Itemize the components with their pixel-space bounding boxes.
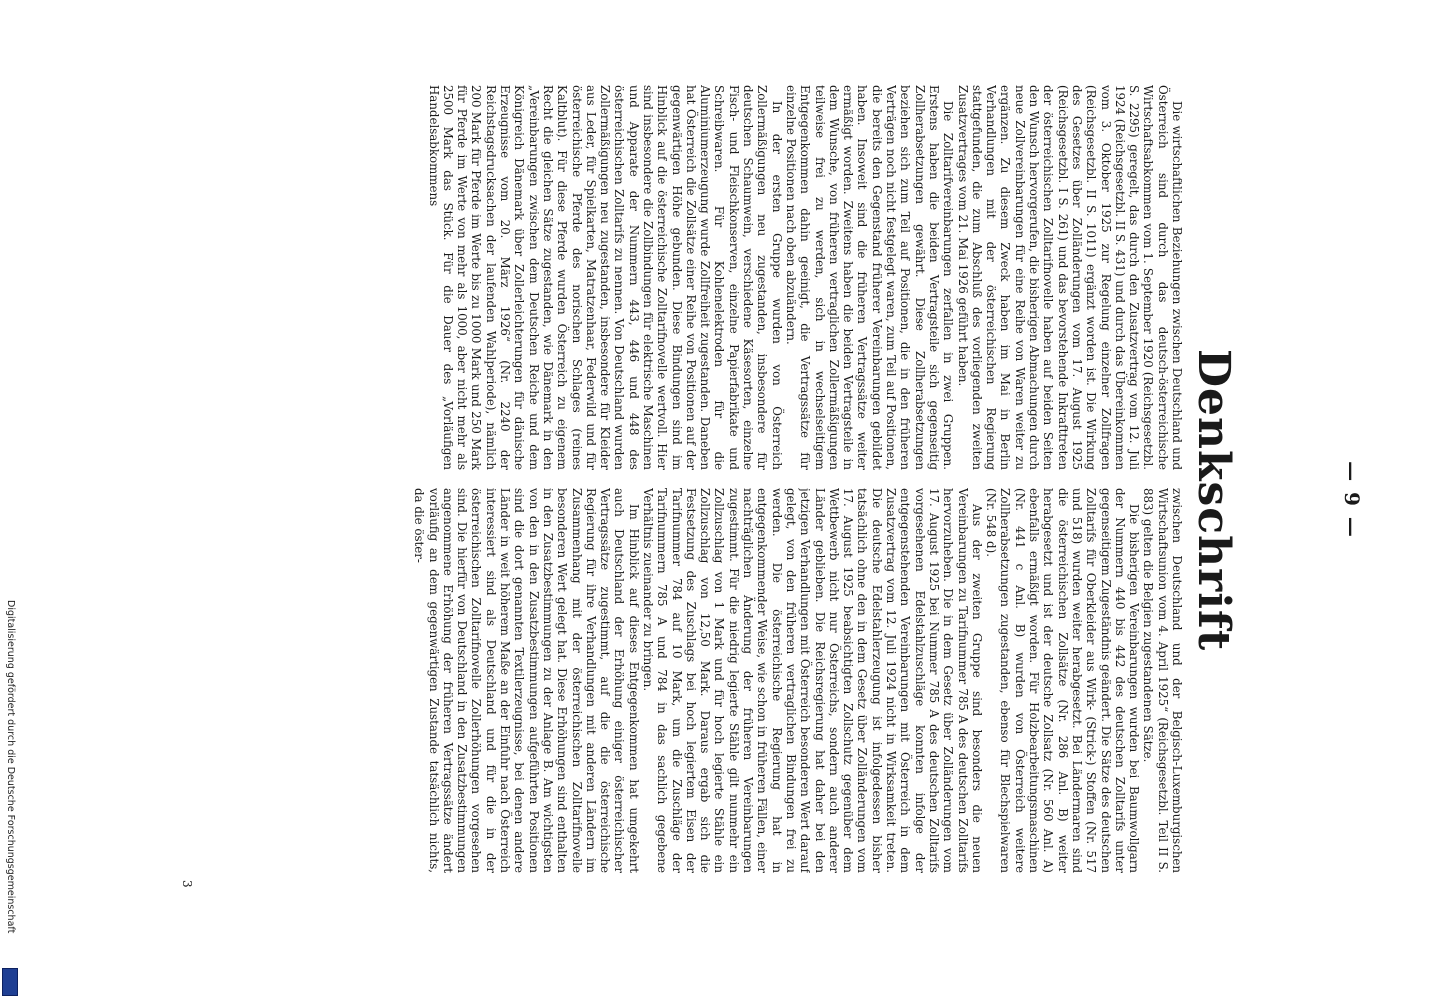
paragraph: Die Zolltarifvereinbarungen zerfallen in zwei Gruppen. Erstens haben die beiden Vertragsteile sich gegenseitig Zollherabsetzungen gewährt. Diese Zollherabsetzungen beziehen sich zum Teil auf Positionen, die in den früheren Verträgen noch nicht festgelegt waren, zum Teil auf Positionen, die bereits den Gegenstand früherer Vereinbarungen gebildet haben. Insoweit sind die früheren Vertragssätze weiter ermäßigt worden. Zweitens haben die beiden Vertragsteile in dem Wunsche, von früheren vertraglichen Zollermäßigungen teilweise frei zu werden, sich in wechselseitigem Entgegenkommen dahin geeinigt, die Vertragssätze für einzelne Positionen nach oben abzuändern.: [783, 85, 956, 470]
text-column-left: [184, 85, 1184, 470]
paragraph: Die bisherigen Vereinbarungen wurden bei Baumwollgarn der Nummern 440 bis 442 des deutschen Zolltarifs unter gegenseitigem Zugeständnis geändert. Die Sätze des deutschen Zolltarifs für Oberkleider aus Wirk- (Strick-) Stoffen (Nr. 517 und 518) wurden weiter herabgesetzt. Bei Ländermaren sind die österreichischen Zollsätze (Nr. 286 Anl. B) weiter herabgesetzt und ist der deutsche Zollsatz (Nr. 560 Anl. A) ebenfalls ermäßigt worden. Für Holzbearbeitungsmaschinen (Nr. 441 c Anl. B) wurden von Österreich weitere Zollherabsetzungen zugestanden, ebenso für Blechspielwaren (Nr. 548 d).: [984, 488, 1142, 873]
paragraph: zwischen Deutschland und der Belgisch-Luxemburgischen Wirtschaftsunion vom 4. April 1925“ (Reichsgesetzbl. Teil II S. 883) gelten die Belgien zugestandenen Sätze.: [1141, 488, 1184, 873]
paragraph: Die wirtschaftlichen Beziehungen zwischen Deutschland und Österreich sind durch das deutsch-österreichische Wirtschaftsabkommen vom 1. September 1920 (Reichsgesetzbl. S. 2295) geregelt, das durch den Zusatzvertrag vom 12. Juli 1924 (Reichsgesetzbl. II S. 431) und durch das Übereinkommen vom 3. Oktober 1925 zur Regelung einzelner Zollfragen (Reichsgesetzbl. II S. 1011) ergänzt worden ist. Die Wirkung des Gesetzes über Zolländerungen vom 17. August 1925 (Reichsgesetzbl. I S. 261) und das bevorstehende Inkrafttreten der österreichischen Zolltarifnovelle haben auf beiden Seiten den Wunsch hervorgerufen, die bisherigen Abmachungen durch neue Zollvereinbarungen für eine Reihe von Waren weiter zu ergänzen. Zu diesem Zweck haben im Mai in Berlin Verhandlungen mit der österreichischen Regierung stattgefunden, die zum Abschluß des vorliegenden zweiten Zusatzvertrages vom 21. Mai 1926 geführt haben.: [955, 85, 1184, 470]
paragraph: Aus der zweiten Gruppe sind besonders die neuen Vereinbarungen zu Tarifnummer 785 A des deutschen Zolltarifs hervorzuheben. Die in dem Gesetz über Zolländerungen vom 17. August 1925 bei Nummer 785 A des deutschen Zolltarifs vorgesehenen Edelstahlzuschläge konnten infolge der entgegenstehenden Vereinbarungen mit Österreich in dem Zusatzvertrag vom 12. Juli 1924 nicht in Wirksamkeit treten. Die deutsche Edelstahlerzeugung ist infolgedessen bisher tatsächlich ohne den in dem Gesetz über Zolländerungen vom 17. August 1925 beabsichtigten Zollschutz gegenüber dem Wettbewerb nicht nur Österreichs, sondern auch anderer Länder geblieben. Die Reichsregierung hat daher bei den jetzigen Verhandlungen mit Österreich besonderen Wert darauf gelegt, von den früheren vertraglichen Bindungen frei zu werden. Die österreichische Regierung hat in entgegenkommender Weise, wie schon in früheren Fällen, einer nachträglichen Änderung der früheren Vereinbarungen zugestimmt. Für die niedrig legierte Stähle gilt nunmehr ein Zollzuschlag von 1 Mark und für hoch legierte Stähle ein Zollzuschlag von 12,50 Mark. Daraus ergab sich die Festsetzung des Zuschlags bei hoch legiertem Eisen der Tarifnummer 784 auf 10 Mark, um die Zuschläge der Tarifnummern 785 A und 784 in das sachlich gegebene Verhältnis zueinander zu bringen.: [641, 488, 984, 873]
page-number: — 9 —: [1340, 461, 1364, 539]
paragraph: In der ersten Gruppe wurden von Österreich Zollermäßigungen neu zugestanden, insbesondere für deutschen Schaumwein, verschiedene Käsesorten, einzelne Fisch- und Fleischkonserven, einzelne Papierfabrikate und Schreibwaren. Für Kohlenelektroden für die Aluminiumerzeugung wurde Zollfreiheit zugestanden. Daneben hat Österreich die Zollsätze einer Reihe von Positionen auf der gegenwärtigen Höhe gebunden. Diese Bindungen sind im Hinblick auf die österreichische Zolltarifnovelle wertvoll. Hier sind insbesondere die Zollbindungen für elektrische Maschinen und Apparate der Nummern 443, 446 und 448 des österreichischen Zolltarifs zu nennen. Von Deutschland wurden Zollermäßigungen neu zugestanden, insbesondere für Kleider aus Leder, für Spielkarten, Matratzenhaar, Federwild und für österreichische Pferde des norischen Schlages (reines Kaltblut). Für diese Pferde wurden Österreich zu eigenem Recht die gleichen Sätze zugestanden, wie Dänemark in den „Vereinbarungen zwischen dem Deutschen Reiche und dem Königreich Dänemark über Zollerleichterungen für dänische Erzeugnisse vom 20. März 1926“ (Nr. 2240 der Reichstagsdrucksachen der laufenden Wahlperiode), nämlich 200 Mark für Pferde im Werte bis zu 1000 Mark und 250 Mark für Pferde im Werte von mehr als 1000, aber nicht mehr als 2500 Mark das Stück. Für die Dauer des „Vorläufigen Handelsabkommens: [426, 85, 784, 470]
text-column-right: [184, 488, 1184, 873]
digitization-note: [2, 600, 18, 998]
paragraph: Im Hinblick auf dieses Entgegenkommen hat umgekehrt auch Deutschland der Erhöhung einiger österreichischer Vertragssätze zugestimmt, auf die die österreichische Regierung für ihre Verhandlungen mit anderen Ländern im Zusammenhang mit der österreichischen Zolltarifnovelle besonderen Wert gelegt hat. Diese Erhöhungen sind enthalten in den Zusatzbestimmungen zu der Anlage B. Am wichtigsten von den in den Zusatzbestimmungen aufgeführten Positionen sind die dort genannten Textilerzeugnisse, bei denen andere Länder in weit höherem Maße an der Einfuhr nach Österreich interessiert sind als Deutschland und für die in der österreichischen Zolltarifnovelle Zollerhöhungen vorgesehen sind. Die hierfür von Deutschland in den Zusatzbestimmungen angenommene Erhöhung der früheren Vertragssätze ändert vorläufig an dem gegenwärtigen Zustande tatsächlich nichts, da die öster-: [412, 488, 641, 873]
digitization-note-text: Digitalisierung gefördert durch die Deutsche Forschungsgemeinschaft: [5, 600, 16, 934]
page-title: Denkschrift: [1188, 348, 1239, 652]
footer-signature-number: 3: [180, 880, 194, 888]
dfg-logo: [2, 968, 18, 996]
